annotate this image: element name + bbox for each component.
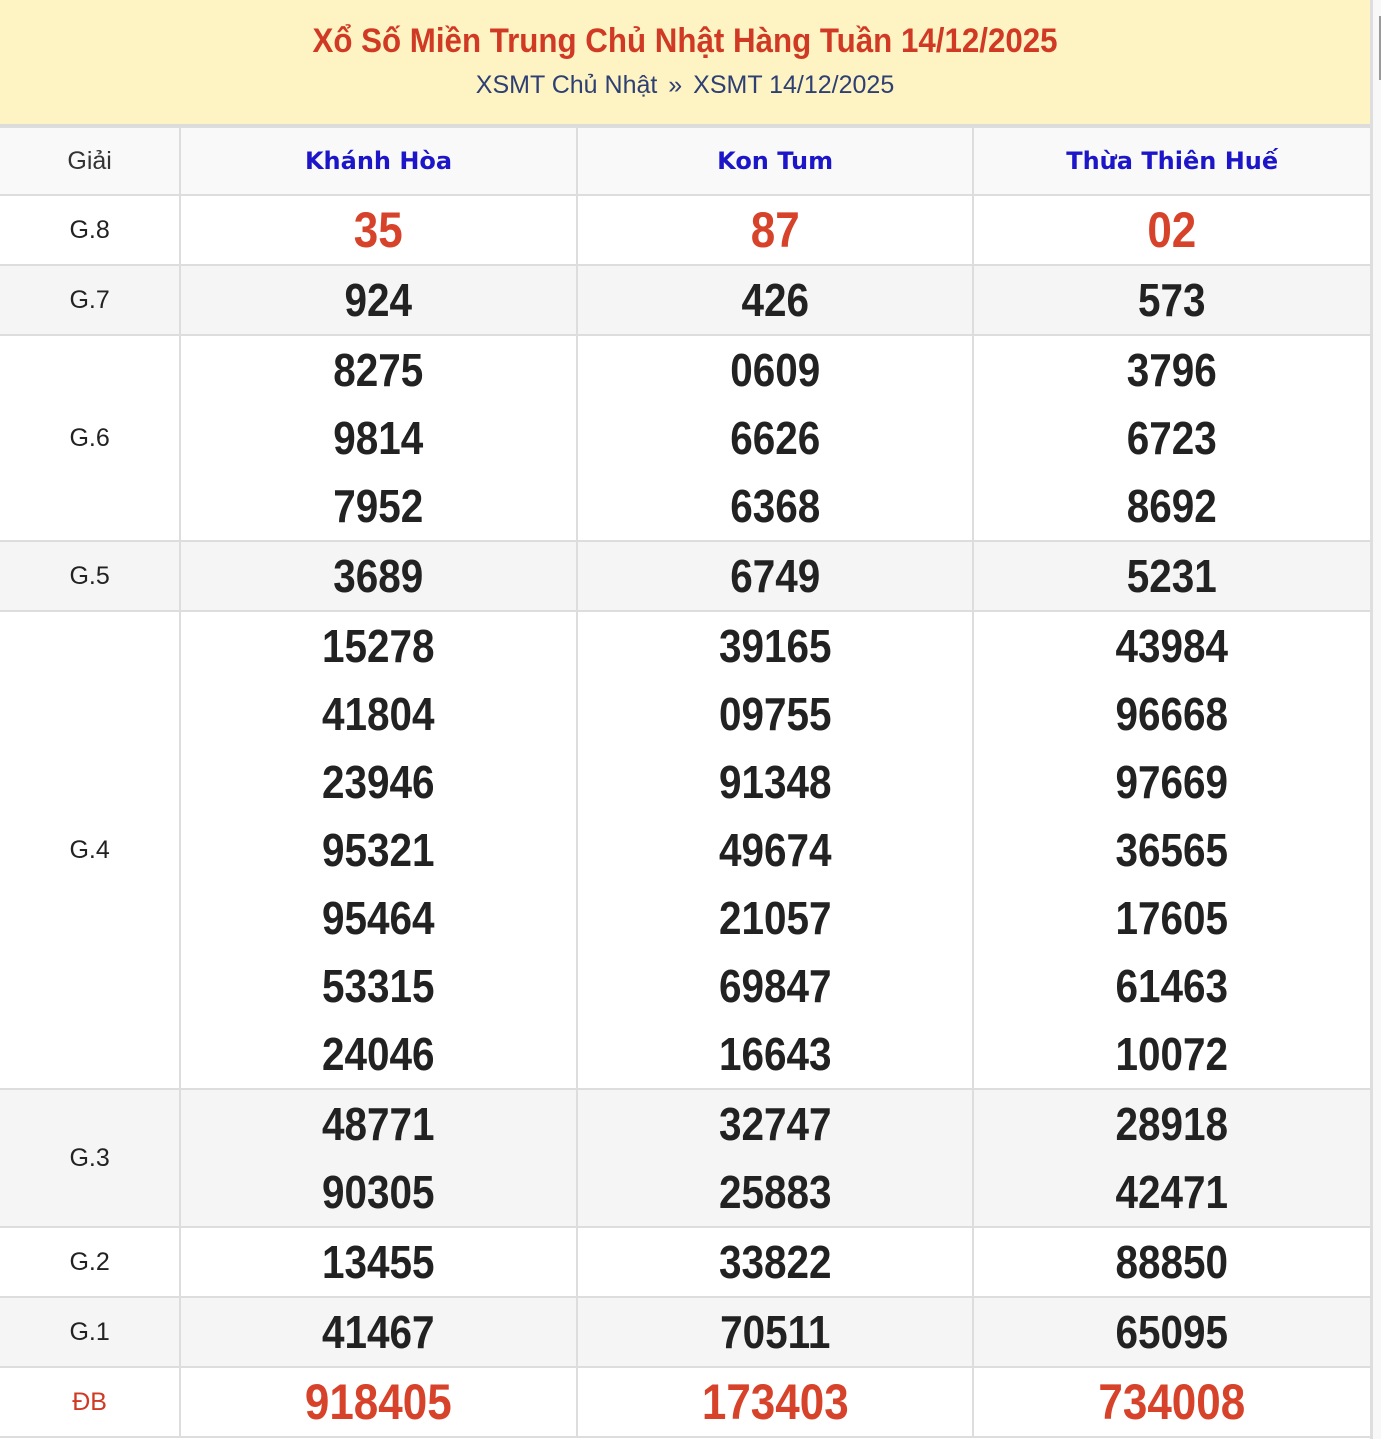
table-row <box>0 265 1370 335</box>
prize-label: G.1 <box>0 1297 180 1367</box>
prize-number: 573 <box>1138 274 1206 326</box>
prize-label: G.7 <box>0 265 180 335</box>
result-cell <box>180 1227 577 1297</box>
province-header-kon-tum[interactable]: Kon Tum <box>577 127 974 195</box>
prize-number: 96668 <box>1115 688 1229 740</box>
results-table <box>0 126 1370 1438</box>
prize-label: G.6 <box>0 335 180 541</box>
prize-number: 24046 <box>322 1028 435 1080</box>
prize-number: 97669 <box>1115 756 1229 808</box>
result-cell <box>577 541 974 611</box>
prize-number: 95464 <box>322 892 435 944</box>
prize-number: 42471 <box>1115 1166 1229 1218</box>
prize-number: 16643 <box>718 1028 832 1080</box>
prize-number: 09755 <box>718 688 832 740</box>
prize-number: 3796 <box>1127 344 1218 396</box>
result-cell <box>577 1297 974 1367</box>
result-cell <box>973 1089 1370 1227</box>
prize-number: 39165 <box>718 620 832 672</box>
prize-number: 25883 <box>718 1166 832 1218</box>
prize-label: G.4 <box>0 611 180 1089</box>
prize-number: 90305 <box>322 1166 435 1218</box>
result-cell <box>180 541 577 611</box>
prize-number: 49674 <box>718 824 832 876</box>
special-prize-number: 918405 <box>305 1374 452 1430</box>
prize-number: 23946 <box>322 756 435 808</box>
table-row <box>0 611 1370 1089</box>
prize-number: 61463 <box>1115 960 1229 1012</box>
prize-number: 36565 <box>1115 824 1229 876</box>
breadcrumb <box>0 70 1370 100</box>
prize-number: 35 <box>354 202 404 258</box>
prize-number: 41467 <box>322 1306 435 1358</box>
prize-number: 426 <box>741 274 809 326</box>
prize-label: G.2 <box>0 1227 180 1297</box>
prize-column-header: Giải <box>0 127 180 195</box>
prize-number: 15278 <box>322 620 435 672</box>
prize-number: 21057 <box>718 892 832 944</box>
table-row <box>0 335 1370 541</box>
prize-label: G.8 <box>0 195 180 265</box>
result-cell <box>577 1367 974 1437</box>
prize-number: 13455 <box>322 1236 435 1288</box>
prize-number: 8692 <box>1127 480 1218 532</box>
prize-number: 95321 <box>322 824 435 876</box>
prize-number: 65095 <box>1115 1306 1229 1358</box>
province-header-khanh-hoa[interactable]: Khánh Hòa <box>180 127 577 195</box>
prize-number: 88850 <box>1115 1236 1229 1288</box>
result-cell <box>577 1227 974 1297</box>
result-cell <box>973 195 1370 265</box>
prize-number: 70511 <box>719 1306 831 1358</box>
table-row <box>0 195 1370 265</box>
special-prize-number: 734008 <box>1098 1374 1246 1430</box>
scrollbar[interactable] <box>1373 0 1381 1439</box>
prize-number: 91348 <box>718 756 832 808</box>
prize-number: 10072 <box>1115 1028 1229 1080</box>
result-cell <box>973 265 1370 335</box>
special-prize-number: 173403 <box>701 1374 849 1430</box>
prize-number: 33822 <box>718 1236 832 1288</box>
result-cell <box>577 1089 974 1227</box>
prize-number: 9814 <box>333 412 424 464</box>
prize-number: 3689 <box>333 550 424 602</box>
prize-number: 43984 <box>1115 620 1229 672</box>
table-row <box>0 1367 1370 1437</box>
breadcrumb-separator: » <box>668 71 683 99</box>
table-row <box>0 1227 1370 1297</box>
prize-number: 32747 <box>718 1098 832 1150</box>
result-cell <box>180 335 577 541</box>
prize-number: 28918 <box>1115 1098 1229 1150</box>
result-cell <box>973 335 1370 541</box>
result-cell <box>973 1227 1370 1297</box>
result-cell <box>180 611 577 1089</box>
prize-number: 48771 <box>322 1098 435 1150</box>
result-cell <box>973 1367 1370 1437</box>
prize-number: 02 <box>1147 202 1197 258</box>
prize-number: 87 <box>750 202 800 258</box>
prize-number: 6749 <box>730 550 821 602</box>
result-cell <box>577 335 974 541</box>
prize-number: 6723 <box>1127 412 1218 464</box>
prize-number: 53315 <box>322 960 435 1012</box>
prize-label: G.5 <box>0 541 180 611</box>
prize-number: 924 <box>344 274 413 326</box>
table-row <box>0 1297 1370 1367</box>
prize-number: 17605 <box>1115 892 1229 944</box>
table-row <box>0 541 1370 611</box>
result-cell <box>973 541 1370 611</box>
prize-label: ĐB <box>0 1367 180 1437</box>
province-header-thua-thien-hue[interactable]: Thừa Thiên Huế <box>973 127 1370 195</box>
result-cell <box>180 265 577 335</box>
prize-number: 7952 <box>333 480 424 532</box>
result-cell <box>180 195 577 265</box>
result-cell <box>577 611 974 1089</box>
page-title: Xổ Số Miền Trung Chủ Nhật Hàng Tuần 14/12/2025 <box>312 22 1058 60</box>
breadcrumb-link-xsmt-sunday[interactable]: XSMT Chủ Nhật <box>475 71 658 99</box>
prize-number: 6626 <box>730 412 821 464</box>
result-cell <box>577 195 974 265</box>
prize-number: 0609 <box>730 344 821 396</box>
table-row <box>0 1089 1370 1227</box>
prize-number: 5231 <box>1127 550 1218 602</box>
result-cell <box>973 611 1370 1089</box>
result-cell <box>577 265 974 335</box>
prize-number: 41804 <box>322 688 435 740</box>
table-header-row <box>0 127 1370 195</box>
page-header <box>0 0 1370 126</box>
prize-number: 8275 <box>333 344 424 396</box>
prize-number: 69847 <box>718 960 832 1012</box>
breadcrumb-link-xsmt-date[interactable]: XSMT 14/12/2025 <box>693 71 895 99</box>
prize-number: 6368 <box>730 480 821 532</box>
result-cell <box>180 1367 577 1437</box>
result-cell <box>180 1297 577 1367</box>
result-cell <box>180 1089 577 1227</box>
prize-label: G.3 <box>0 1089 180 1227</box>
result-cell <box>973 1297 1370 1367</box>
